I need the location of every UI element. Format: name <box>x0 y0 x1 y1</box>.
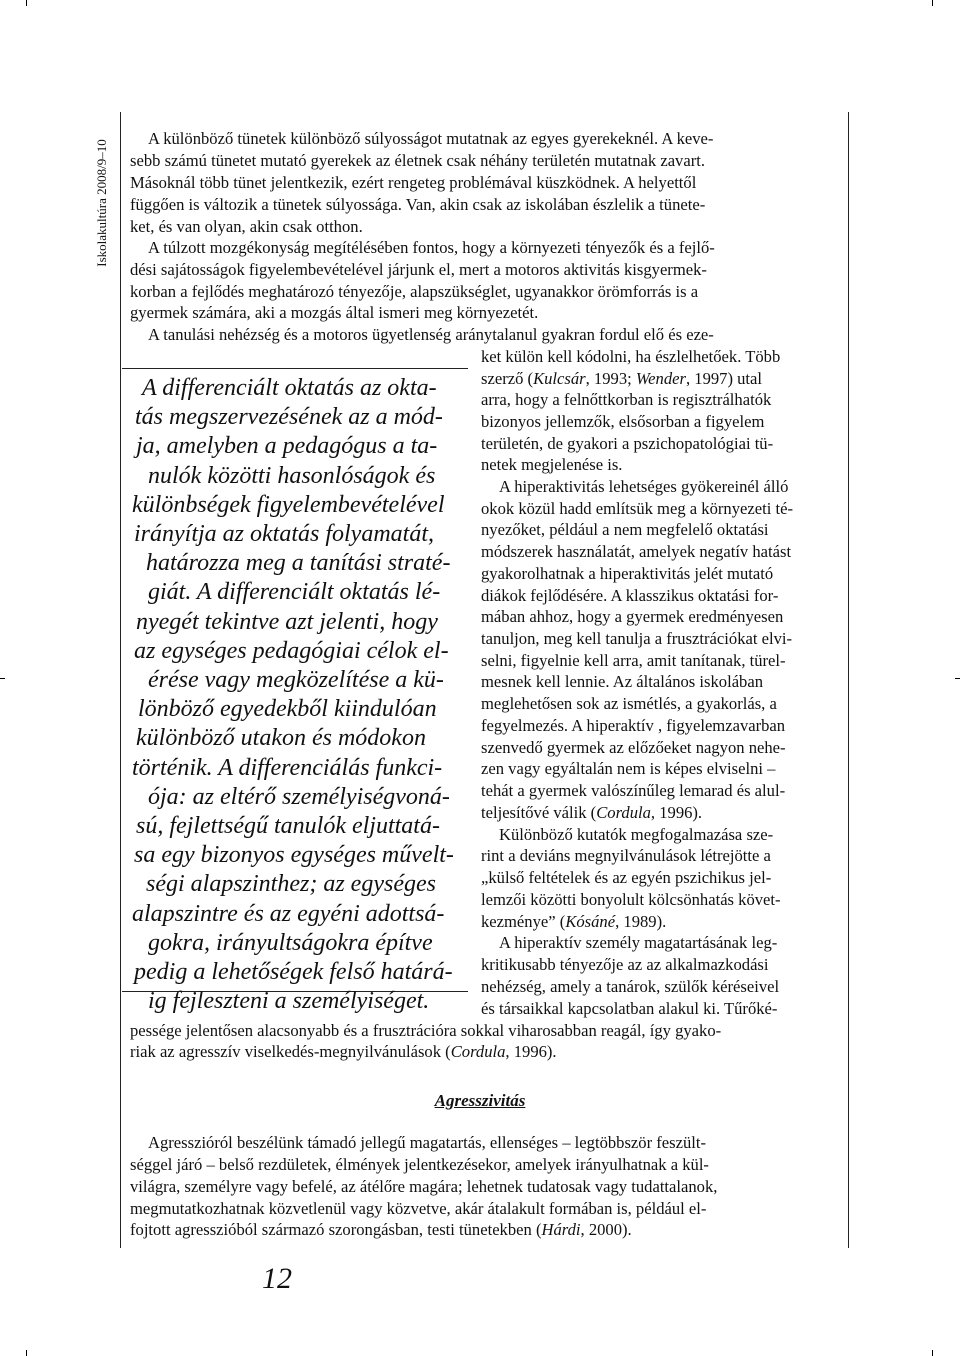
text-line: és társaikkal kapcsolatban alakul ki. Tűrőké- <box>481 999 778 1018</box>
citation: Hárdi <box>541 1220 581 1239</box>
text-line: szerző (Kulcsár, 1993; Wender, 1997) utal <box>481 369 763 388</box>
text-line: séggel járó – belső rezdületek, élmények jelentkezésekor, amelyek irányulhatnak a kül- <box>130 1155 709 1174</box>
text-line: meglehetősen sok az ismétlés, a gyakorlás, a <box>481 694 777 713</box>
text-line: A hiperaktív személy magatartásának leg- <box>499 933 778 952</box>
text-line: kritikusabb tényezője az az alkalmazkodási <box>481 955 769 974</box>
crop-mark-bottom-right <box>932 1350 933 1356</box>
pull-quote-line: alapszintre és az egyéni adottsá- <box>132 901 445 927</box>
text-line: kezménye” (Kósáné, 1989). <box>481 912 667 931</box>
running-head <box>92 118 112 288</box>
text-line: módszerek használatát, amelyek negatív hatást <box>481 542 792 561</box>
section-heading: Agresszivitás <box>434 1091 526 1110</box>
text-line: okok közül hadd említsük meg a környezeti té- <box>481 499 793 518</box>
pull-quote-line: ja, amelyben a pedagógus a ta- <box>136 433 438 459</box>
text-line: világra, személyre vagy befelé, az átélőre magára; lehetnek tudatosak vagy tudattalanok, <box>130 1177 718 1196</box>
text-line: A tanulási nehézség és a motoros ügyetlenség aránytalanul gyakran fordul elő és eze- <box>148 325 714 344</box>
crop-mark-top-left <box>26 0 27 6</box>
text-line: pessége jelentősen alacsonyabb és a frusztrációra sokkal viharosabban reagál, így gyako- <box>130 1021 722 1040</box>
page-number: 12 <box>262 1262 292 1295</box>
pull-quote-line: nulók közötti hasonlóságok és <box>148 463 436 489</box>
crop-mark-mid-right <box>955 678 960 679</box>
text-line: nehézség, amely a tanárok, szülők kéréseivel <box>481 977 780 996</box>
pull-quote-line: giát. A differenciált oktatás lé- <box>148 579 441 605</box>
pull-quote-line: sú, fejlettségű tanulók eljuttatá- <box>136 813 440 839</box>
pullquote-top-rule <box>122 368 468 369</box>
left-rule <box>120 112 121 1248</box>
text-line: mában ahhoz, hogy a gyermek eredményesen <box>481 607 784 626</box>
text-line: Agresszióról beszélünk támadó jellegű magatartás, ellenséges – legtöbbször feszült- <box>148 1133 707 1152</box>
text-line: területén, de gyakori a pszichopatológiai tü- <box>481 434 774 453</box>
text-line: ket, és van olyan, akin csak otthon. <box>130 217 363 236</box>
right-rule <box>848 112 849 1248</box>
text-line: A hiperaktivitás lehetséges gyökereinél álló <box>499 477 789 496</box>
text-line: rint a deviáns megnyilvánulások létrejötte a <box>481 846 771 865</box>
running-head-text: Iskolakultúra 2008/9–10 <box>94 139 109 267</box>
pull-quote-line: lönböző egyedekből kiindulóan <box>138 696 437 722</box>
text-line: gyakorolhatnak a hiperaktivitás jelét mutató <box>481 564 774 583</box>
pull-quote-line: érése vagy megközelítése a kü- <box>148 667 444 693</box>
text-line: tehát a gyermek valószínűleg lemarad és alul- <box>481 781 786 800</box>
citation: Cordula <box>450 1042 506 1061</box>
pull-quote-line: történik. A differenciálás funkci- <box>132 755 443 781</box>
text-line: „külső feltételek és az egyén pszichikus jel- <box>481 868 772 887</box>
text-line: arra, hogy a felnőttkorban is regisztrálhatók <box>481 390 772 409</box>
pull-quote-line: A differenciált oktatás az okta- <box>142 375 437 401</box>
pull-quote-line: az egységes pedagógiai célok el- <box>134 638 449 664</box>
text-line: szenvedő gyermek az előzőeket nagyon nehe- <box>481 738 786 757</box>
pull-quote-line: nyegét tekintve azt jelenti, hogy <box>136 609 438 635</box>
text-line: sebb számú tünetet mutató gyerekek az életnek csak néhány területén mutatnak zavart. <box>130 151 706 170</box>
crop-mark-mid-left <box>0 678 5 679</box>
pull-quote-line: gokra, irányultságokra építve <box>148 930 433 956</box>
citation: Wender <box>635 369 686 388</box>
text-line: dési sajátosságok figyelembevételével járjunk el, mert a motoros aktivitás kisgyermek- <box>130 260 707 279</box>
text-line: A túlzott mozgékonyság megítélésében fontos, hogy a környezeti tényezők és a fejlő- <box>148 238 715 257</box>
text-line: A különböző tünetek különböző súlyosságot mutatnak az egyes gyerekeknél. A keve- <box>148 129 714 148</box>
text-line: selni, figyelnie kell arra, amit tanítanak, türel- <box>481 651 786 670</box>
citation: Kósáné <box>565 912 616 931</box>
text-line: megmutatkozhatnak közvetlenül vagy közvetve, akár átalakult formában is, például el- <box>130 1199 707 1218</box>
pull-quote-line: irányítja az oktatás folyamatát, <box>134 521 434 547</box>
text-line: Különböző kutatók megfogalmazása sze- <box>499 825 774 844</box>
text-line: riak az agresszív viselkedés-megnyilvánulások (Cordula, 1996). <box>130 1042 557 1061</box>
text-line: lemzői közötti bonyolult kölcsönhatás követ- <box>481 890 781 909</box>
pull-quote-line: ségi alapszinthez; az egységes <box>146 871 436 897</box>
text-line: függően is változik a tünetek súlyossága. Van, akin csak az iskolában észlelik a tünete- <box>130 195 706 214</box>
text-line: diákok fejlődésére. A klasszikus oktatási for- <box>481 586 779 605</box>
citation: Cordula <box>596 803 651 822</box>
pull-quote-line: pedig a lehetőségek felső határá- <box>134 959 453 985</box>
pull-quote-line: különböző utakon és módokon <box>136 725 426 751</box>
pull-quote-line: sa egy bizonyos egységes művelt- <box>134 842 454 868</box>
pull-quote-line: különbségek figyelembevételével <box>132 492 445 518</box>
pull-quote-line: határozza meg a tanítási straté- <box>146 550 451 576</box>
crop-mark-bottom-left <box>26 1350 27 1356</box>
crop-mark-top-right <box>932 0 933 6</box>
text-line: fegyelmezés. A hiperaktív , figyelemzavarban <box>481 716 786 735</box>
text-line: zen vagy egyáltalán nem is képes elviselni – <box>481 759 776 778</box>
text-line: nyezőket, például a nem megfelelő oktatási <box>481 520 769 539</box>
text-line: fojtott agresszióból származó szorongásban, testi tünetekben (Hárdi, 2000). <box>130 1220 632 1239</box>
text-line: Másoknál több tünet jelentkezik, ezért rengeteg problémával küszködnek. A helyettől <box>130 173 697 192</box>
pull-quote-line: ig fejleszteni a személyiséget. <box>148 988 430 1014</box>
text-line: gyermek számára, aki a mozgás által ismeri meg környezetét. <box>130 303 539 322</box>
pull-quote-line: ója: az eltérő személyiségvoná- <box>148 784 450 810</box>
text-line: teljesítővé válik (Cordula, 1996). <box>481 803 703 822</box>
citation: Kulcsár <box>533 369 586 388</box>
text-line: bizonyos jellemzők, elsősorban a figyelem <box>481 412 765 431</box>
text-line: mesnek kell lennie. Az általános iskolában <box>481 672 764 691</box>
text-line: tanuljon, meg kell tanulja a frusztrációkat elvi- <box>481 629 793 648</box>
pull-quote-line: tás megszervezésének az a mód- <box>135 404 443 430</box>
text-line: ket külön kell kódolni, ha észlelhetőek. Több <box>481 347 781 366</box>
text-line: korban a fejlődés meghatározó tényezője, alapszükséglet, ugyanakkor örömforrás is a <box>130 282 699 301</box>
text-line: netek megjelenése is. <box>481 455 623 474</box>
